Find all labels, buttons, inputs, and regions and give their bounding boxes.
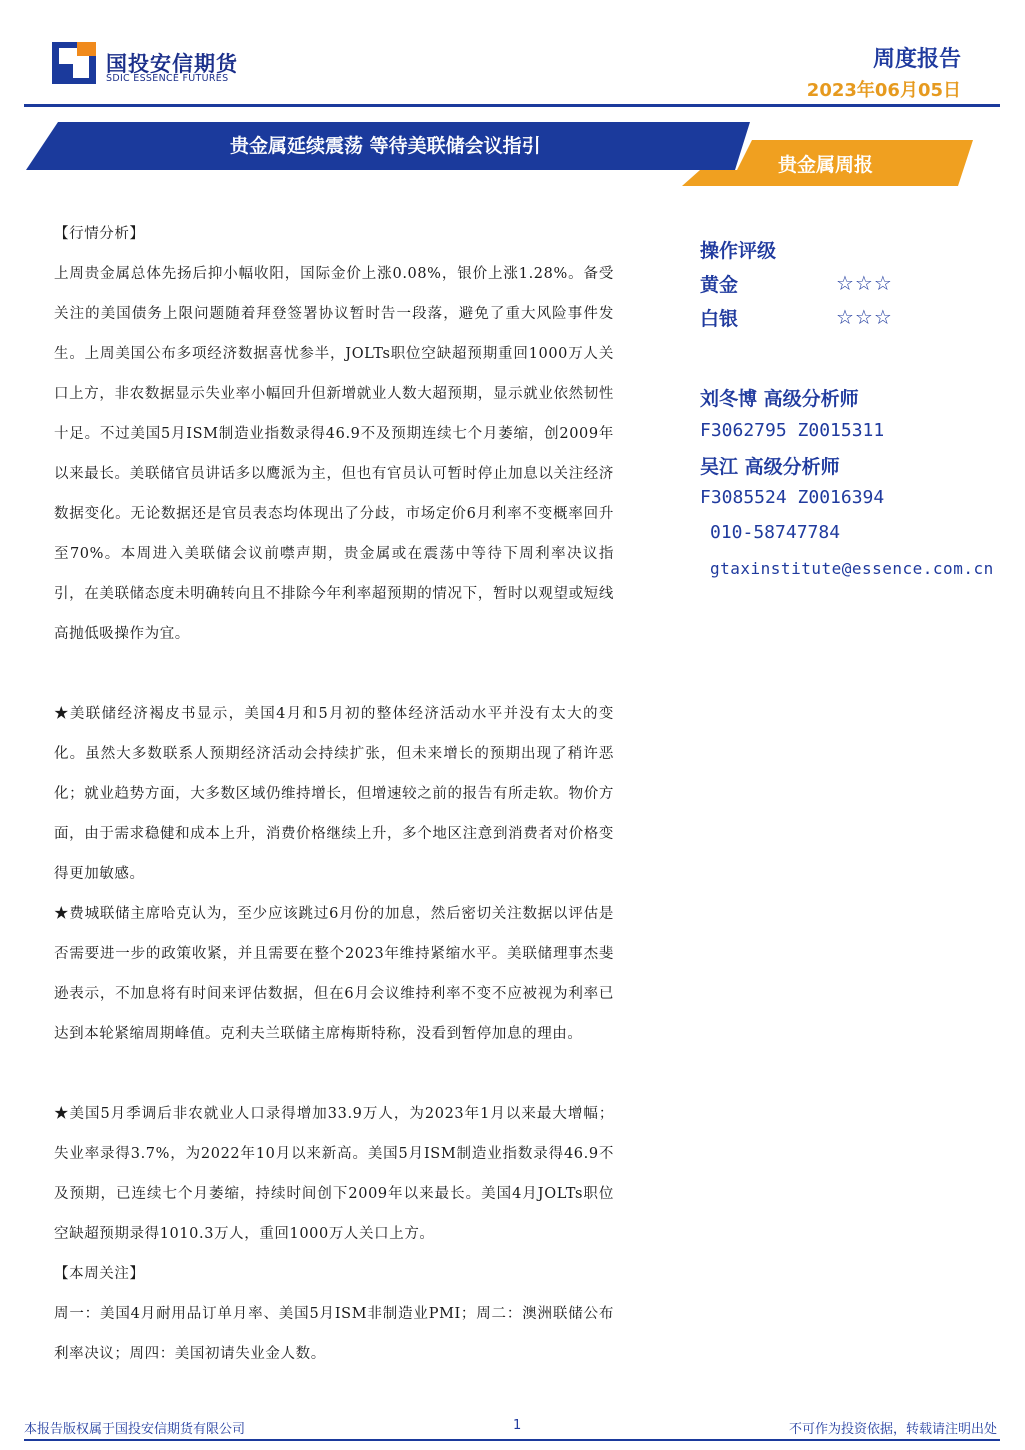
brand-name-english: SDIC ESSENCE FUTURES (106, 73, 229, 84)
report-category: 贵金属周报 (778, 154, 874, 176)
paragraph-us-data: ★美国5月季调后非农就业人口录得增加33.9万人，为2023年1月以来最大增幅；失业率录得3.7%，为2022年10月以来新高。美国5月ISM制造业指数录得46.9不及预期，已连续七个月萎缩，持续时间创下2009年以来最长。美国4月JOLTs职位空缺超预期录得1010.3万人，重回1000万人关口上方。 (54, 1106, 614, 1242)
footer-copyright: 本报告版权属于国投安信期货有限公司 (24, 1422, 246, 1437)
silver-rating-stars-icon: ☆☆☆ (836, 305, 893, 329)
paragraph-fed-officials: ★费城联储主席哈克认为，至少应该跳过6月份的加息，然后密切关注数据以评估是否需要进一步的政策收紧，并且需要在整个2023年维持紧缩水平。美联储理事杰斐逊表示，不加息将有时间来评估数据，但在6月会议维持利率不变不应被视为利率已达到本轮紧缩周期峰值。克利夫兰联储主席梅斯特称，没看到暂停加息的理由。 (54, 906, 614, 1042)
gold-rating-stars-icon: ☆☆☆ (836, 271, 893, 295)
report-date: 2023年06月05日 (806, 80, 961, 101)
analyst-1-license: F3062795 Z0015311 (700, 420, 885, 441)
header-divider (24, 104, 1000, 107)
footer-disclaimer: 不可作为投资依据，转载请注明出处 (788, 1422, 997, 1437)
paragraph-weekly-calendar: 周一：美国4月耐用品订单月率、美国5月ISM非制造业PMI；周二：澳洲联储公布利率决议；周四：美国初请失业金人数。 (54, 1306, 614, 1362)
paragraph-market-overview: 上周贵金属总体先扬后抑小幅收阳，国际金价上涨0.08%，银价上涨1.28%。备受关注的美国债务上限问题随着拜登签署协议暂时告一段落，避免了重大风险事件发生。上周美国公布多项经济数据喜忧参半，JOLTs职位空缺超预期重回1000万人关口上方，非农数据显示失业率小幅回升但新增就业人数大超预期，显示就业依然韧性十足。不过美国5月ISM制造业指数录得46.9不及预期连续七个月萎缩，创2009年以来最长。美联储官员讲话多以鹰派为主，但也有官员认可暂时停止加息以关注经济数据变化。无论数据还是官员表态均体现出了分歧，市场定价6月利率不变概率回升至70%。本周进入美联储会议前噤声期，贵金属或在震荡中等待下周利率决议指引，在美联储态度未明确转向且不排除今年利率超预期的情况下，暂时以观望或短线高抛低吸操作为宜。 (54, 266, 614, 642)
paragraph-beige-book: ★美联储经济褐皮书显示，美国4月和5月初的整体经济活动水平并没有太大的变化。虽然大多数联系人预期经济活动会持续扩张，但未来增长的预期出现了稍许恶化；就业趋势方面，大多数区域仍维持增长，但增速较之前的报告有所走软。物价方面，由于需求稳健和成本上升，消费价格继续上升，多个地区注意到消费者对价格变得更加敏感。 (54, 706, 614, 882)
gold-label: 黄金 (700, 274, 739, 296)
silver-label: 白银 (700, 308, 739, 330)
brand-name-chinese: 国投安信期货 (106, 52, 238, 76)
section-heading-weekly-watch: 【本周关注】 (54, 1266, 145, 1282)
section-heading-market-analysis: 【行情分析】 (54, 226, 145, 242)
analyst-2-license: F3085524 Z0016394 (700, 487, 885, 508)
company-logo-icon (52, 42, 96, 84)
footer-divider (24, 1439, 1000, 1441)
rating-heading: 操作评级 (700, 240, 777, 262)
contact-email[interactable]: gtaxinstitute@essence.com.cn (710, 559, 994, 578)
report-title: 贵金属延续震荡 等待美联储会议指引 (230, 135, 541, 157)
report-type-label: 周度报告 (872, 47, 961, 72)
page-number: 1 (513, 1418, 522, 1433)
analyst-1-name: 刘冬博 高级分析师 (700, 388, 859, 410)
analyst-2-name: 吴江 高级分析师 (700, 456, 840, 478)
contact-phone: 010-58747784 (710, 522, 841, 543)
